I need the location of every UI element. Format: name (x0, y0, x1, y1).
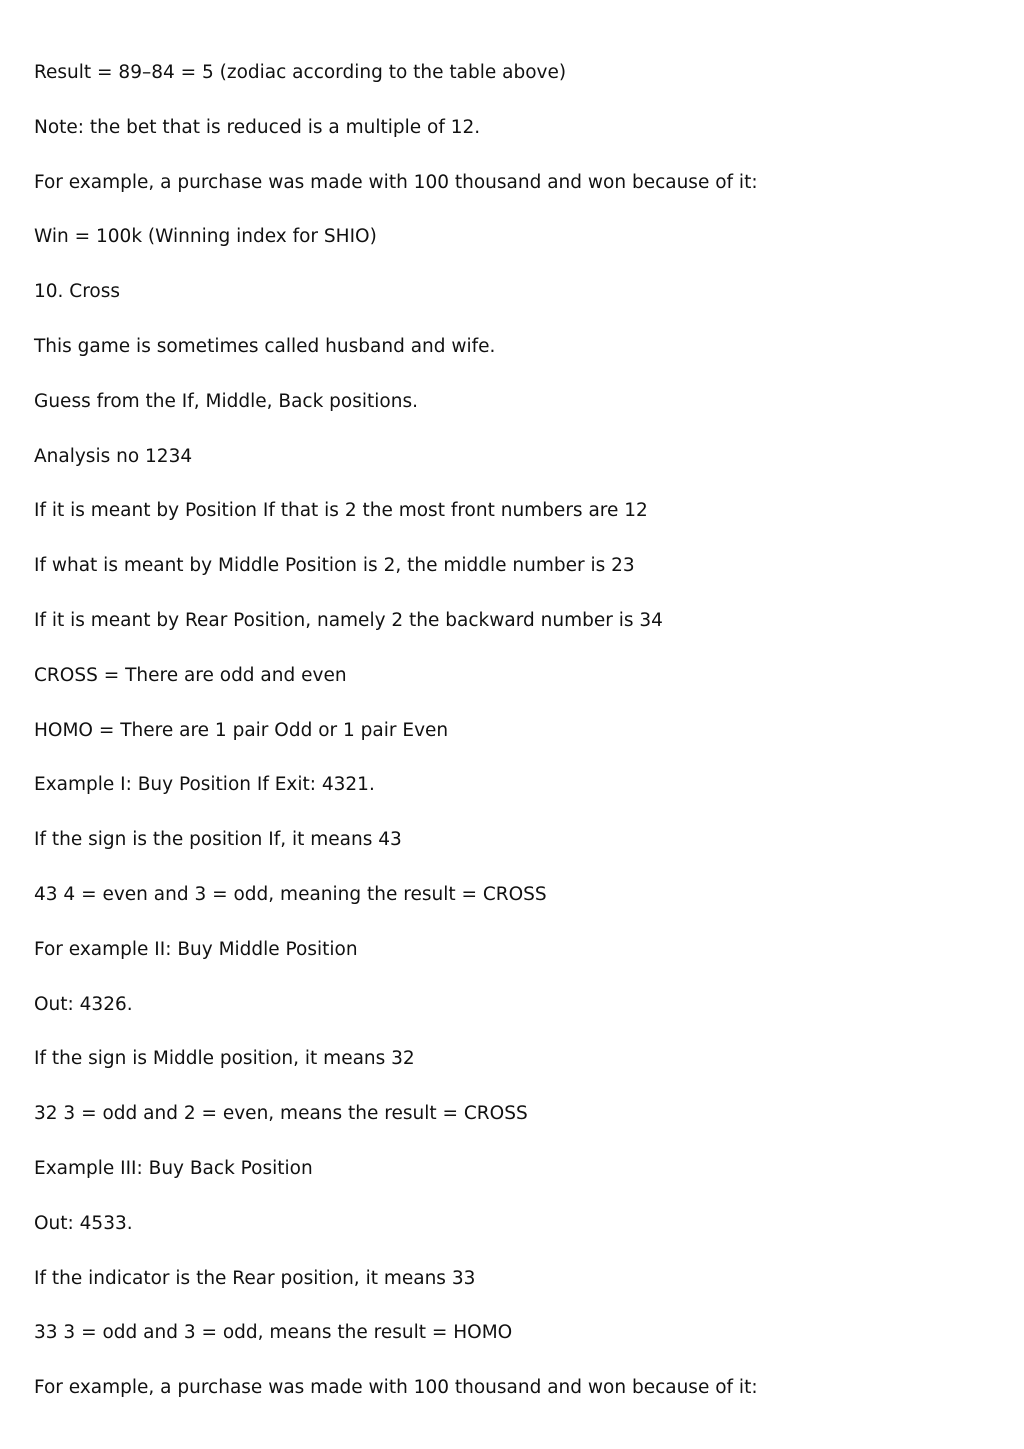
section-heading: 10. Cross (34, 281, 121, 303)
text-line: If what is meant by Middle Position is 2, the middle number is 23 (34, 555, 635, 577)
text-line: Guess from the If, Middle, Back positions. (34, 390, 418, 412)
text-line: Out: 4533. (34, 1212, 133, 1234)
text-line: 32 3 = odd and 2 = even, means the result = CROSS (34, 1103, 528, 1125)
text-line: CROSS = There are odd and even (34, 664, 347, 686)
text-line: Note: the bet that is reduced is a multiple of 12. (34, 116, 481, 138)
text-line: Out: 4326. (34, 993, 133, 1015)
text-line: Analysis no 1234 (34, 445, 193, 467)
document-body (34, 60, 994, 1430)
text-line: Example I: Buy Position If Exit: 4321. (34, 774, 375, 796)
text-line: Example III: Buy Back Position (34, 1157, 313, 1179)
text-line: HOMO = There are 1 pair Odd or 1 pair Even (34, 719, 449, 741)
text-line: If the indicator is the Rear position, it means 33 (34, 1267, 476, 1289)
text-line: For example II: Buy Middle Position (34, 938, 358, 960)
text-line: Win = 100k (Winning index for SHIO) (34, 226, 377, 248)
text-line: For example, a purchase was made with 100 thousand and won because of it: (34, 171, 758, 193)
text-line: This game is sometimes called husband and wife. (34, 335, 496, 357)
text-line: Result = 89–84 = 5 (zodiac according to the table above) (34, 62, 567, 83)
text-line: For example, a purchase was made with 100 thousand and won because of it: (34, 1377, 758, 1399)
text-line: 43 4 = even and 3 = odd, meaning the result = CROSS (34, 883, 547, 905)
text-line: If it is meant by Rear Position, namely 2 the backward number is 34 (34, 609, 663, 631)
text-line: If the sign is the position If, it means 43 (34, 829, 402, 851)
text-line: 33 3 = odd and 3 = odd, means the result = HOMO (34, 1322, 513, 1344)
text-line: If it is meant by Position If that is 2 the most front numbers are 12 (34, 500, 648, 522)
text-line: If the sign is Middle position, it means 32 (34, 1048, 415, 1070)
